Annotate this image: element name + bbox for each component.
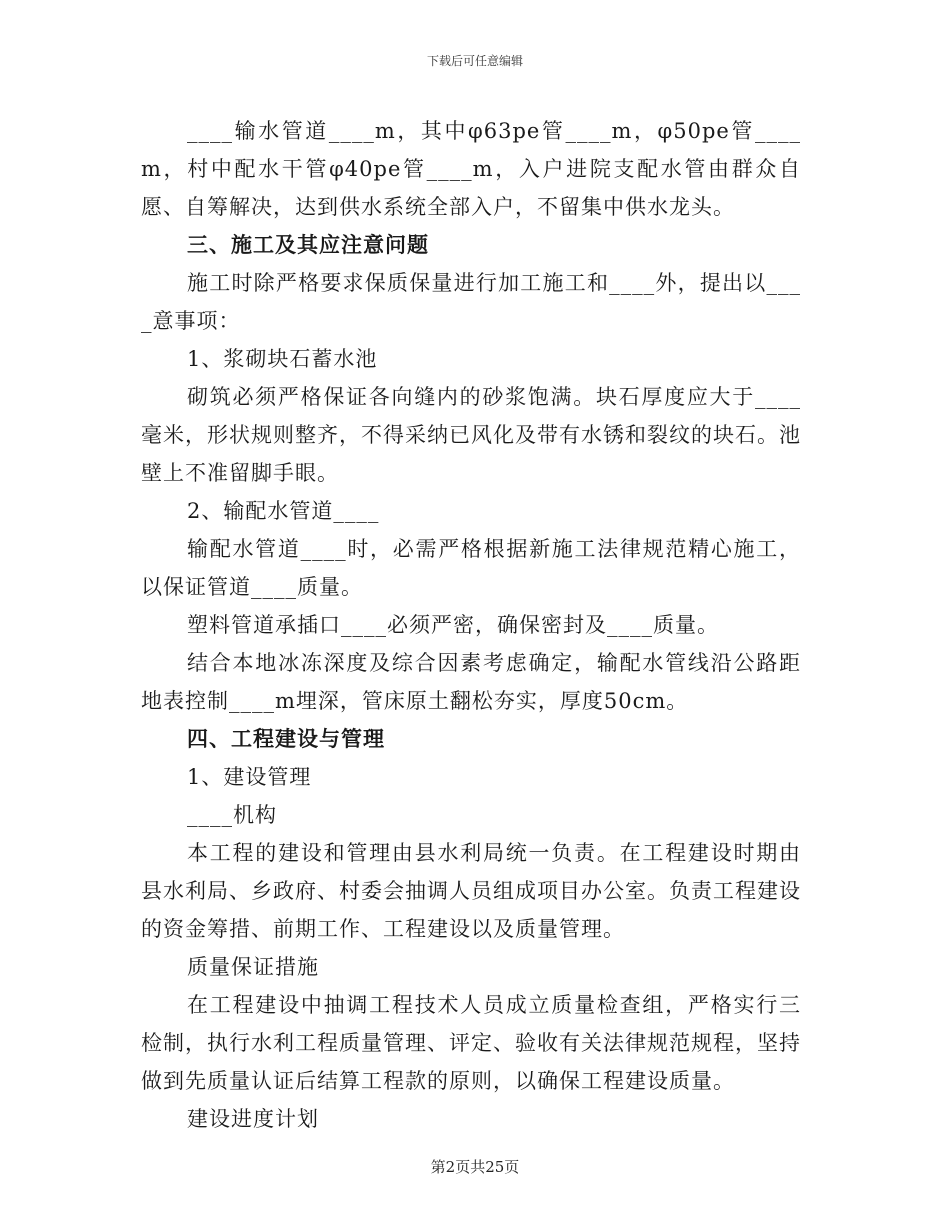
- paragraph-pipeline-install: 输配水管道____时，必需严格根据新施工法律规范精心施工，以保证管道____质量。: [141, 537, 801, 599]
- paragraph-quality-assurance: 在工程建设中抽调工程技术人员成立质量检查组，严格实行三检制，执行水利工程质量管理、评定、验收有关法律规范规程，坚持做到先质量认证后结算工程款的原则，以确保工程建设质量。: [141, 993, 801, 1093]
- page-header: 下载后可任意编辑: [426, 54, 523, 68]
- section-heading-construction: 三、施工及其应注意问题: [187, 232, 429, 257]
- paragraph-organization: 本工程的建设和管理由县水利局统一负责。在工程建设时期由县水利局、乡政府、村委会抽调人员组成项目办公室。负责工程建设的资金筹措、前期工作、工程建设以及质量管理。: [141, 841, 801, 941]
- subheading-reservoir: 1、浆砌块石蓄水池: [187, 347, 378, 371]
- document-body: [141, 112, 801, 1138]
- subheading-construction-management: 1、建设管理: [187, 765, 312, 789]
- subheading-organization: ____机构: [187, 803, 277, 827]
- subheading-schedule: 建设进度计划: [187, 1107, 319, 1131]
- paragraph-masonry: 砌筑必须严格保证各向缝内的砂浆饱满。块石厚度应大于____毫米，形状规则整齐，不得采纳已风化及带有水锈和裂纹的块石。池壁上不准留脚手眼。: [141, 385, 801, 485]
- subheading-pipeline: 2、输配水管道____: [187, 499, 380, 523]
- paragraph-burial-depth: 结合本地冰冻深度及综合因素考虑确定，输配水管线沿公路距地表控制____m埋深，管床原土翻松夯实，厚度50cm。: [141, 651, 801, 713]
- paragraph-socket-joint: 塑料管道承插口____必须严密，确保密封及____质量。: [187, 613, 719, 637]
- paragraph-pipeline-lengths: ____输水管道____m，其中φ63pe管____m，φ50pe管____m，村中配水干管φ40pe管____m，入户进院支配水管由群众自愿、自筹解决，达到供水系统全部入户，不留集中供水龙头。: [141, 119, 801, 219]
- page-footer: 第2页共25页: [430, 1158, 520, 1176]
- paragraph-construction-intro: 施工时除严格要求保质保量进行加工施工和____外，提出以____意事项：: [141, 271, 801, 333]
- subheading-quality-assurance: 质量保证措施: [187, 955, 319, 979]
- section-heading-management: 四、工程建设与管理: [187, 726, 385, 751]
